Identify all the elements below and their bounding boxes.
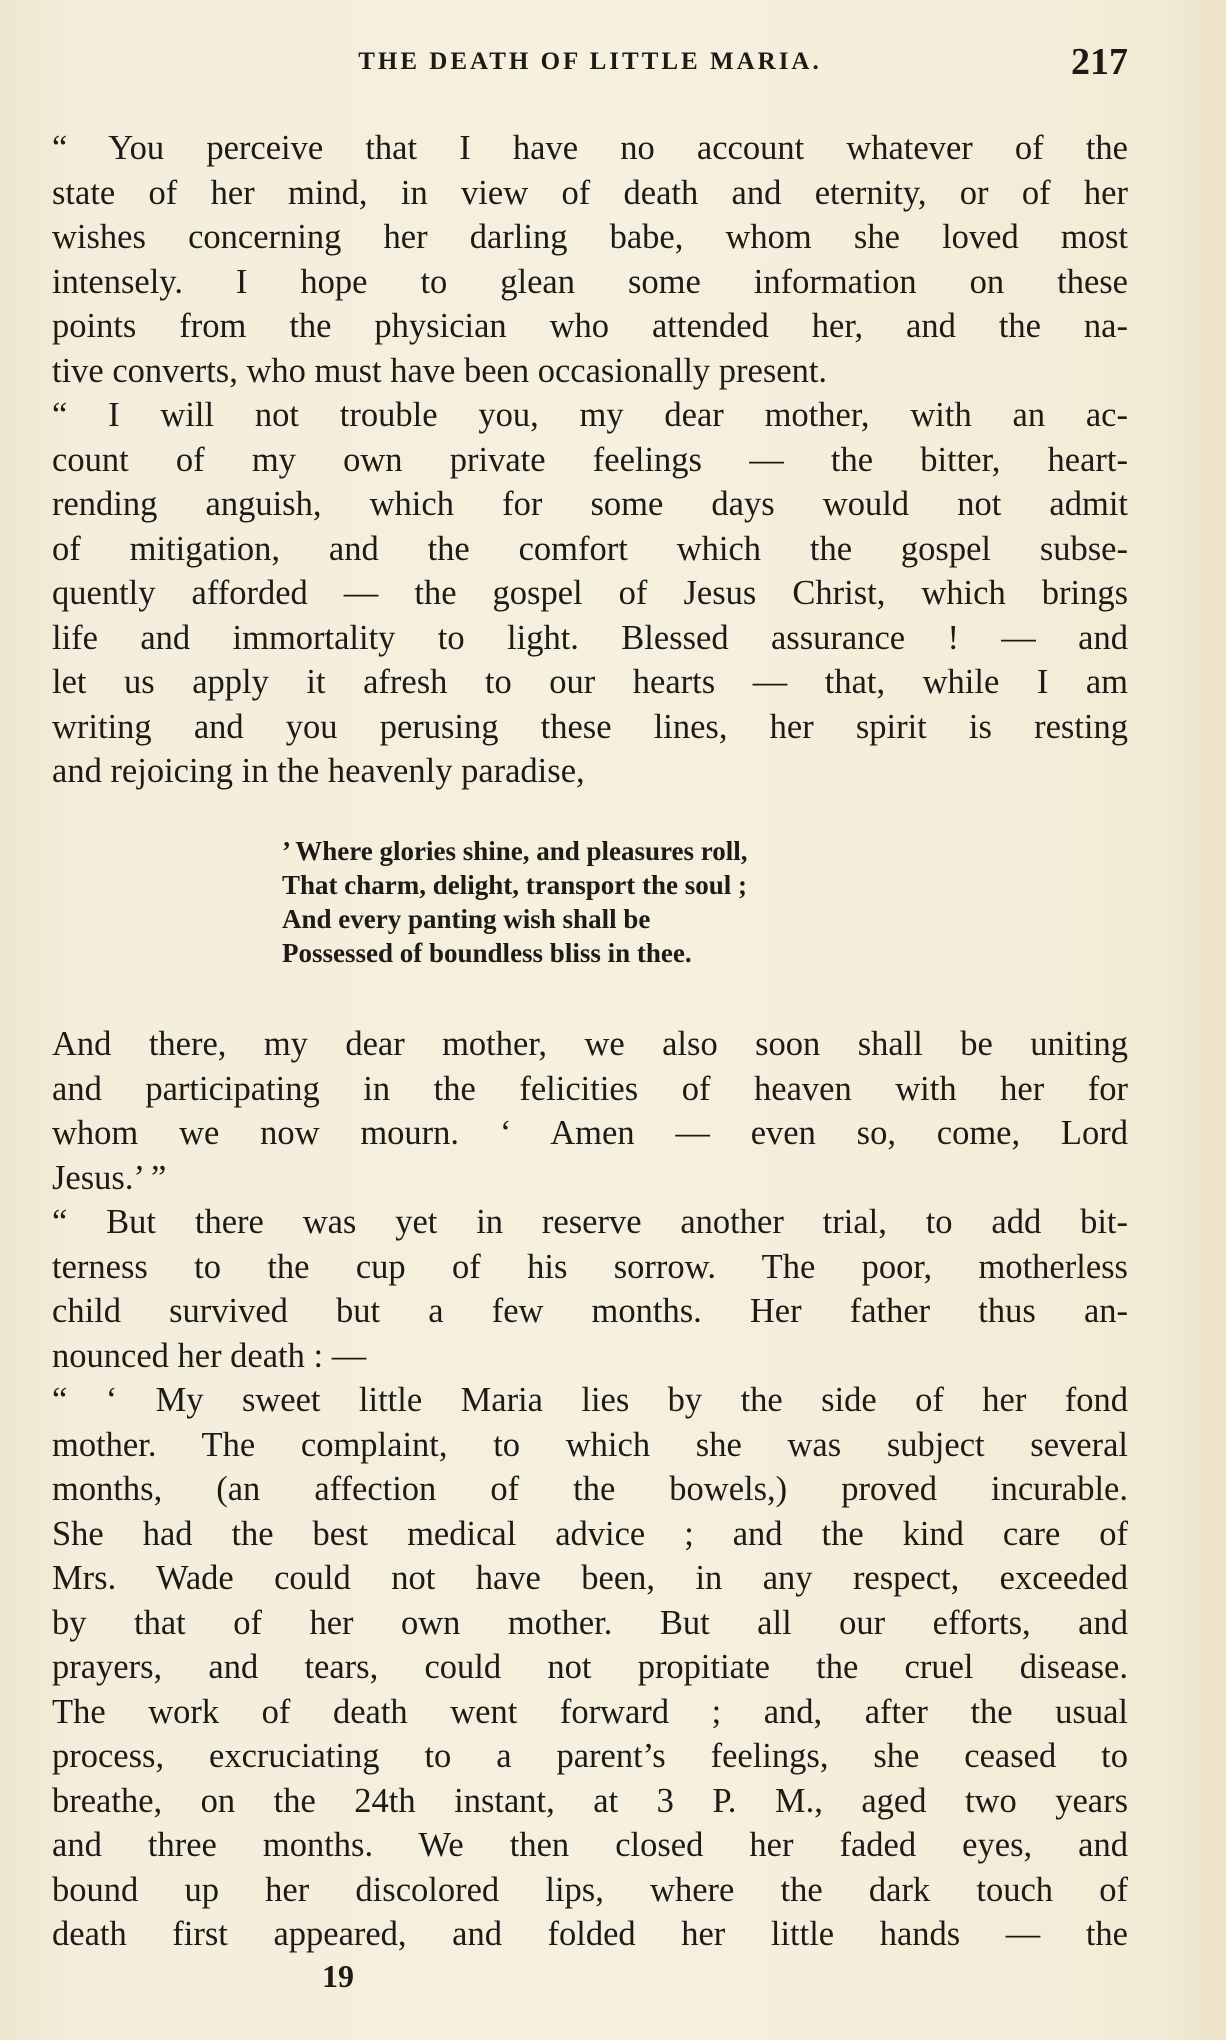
poem-line: That charm, delight, transport the soul ; <box>282 870 747 900</box>
text-line: let us apply it afresh to our hearts — that, while I am <box>52 663 1128 701</box>
text-line: The work of death went forward ; and, after the usual <box>52 1692 1128 1731</box>
poem-quote <box>282 834 922 970</box>
text-line: rending anguish, which for some days would not admit <box>52 485 1128 523</box>
text-line: Jesus.’ ” <box>52 1158 167 1197</box>
text-line: terness to the cup of his sorrow. The poor, motherless <box>52 1247 1128 1286</box>
text-line: and three months. We then closed her faded eyes, and <box>52 1826 1128 1864</box>
text-line: “ You perceive that I have no account whatever of the <box>52 129 1128 167</box>
text-line: quently afforded — the gospel of Jesus Christ, which brings <box>52 574 1128 612</box>
poem-line: And every panting wish shall be <box>282 904 651 934</box>
text-line: prayers, and tears, could not propitiate the cruel disease. <box>52 1648 1128 1686</box>
text-line: Mrs. Wade could not have been, in any respect, exceeded <box>52 1559 1128 1597</box>
text-line: death first appeared, and folded her little hands — the <box>52 1915 1128 1953</box>
text-line: “ But there was yet in reserve another trial, to add bit- <box>52 1203 1128 1241</box>
text-line: state of her mind, in view of death and eternity, or of her <box>52 173 1128 212</box>
page-header <box>52 40 1128 84</box>
text-line: writing and you perusing these lines, her spirit is resting <box>52 707 1128 746</box>
running-head: THE DEATH OF LITTLE MARIA. <box>358 48 822 75</box>
text-line: and participating in the felicities of heaven with her for <box>52 1069 1128 1108</box>
text-line: whom we now mourn. ‘ Amen — even so, come, Lord <box>52 1114 1128 1152</box>
poem-line: ’ Where glories shine, and pleasures roll, <box>282 836 748 866</box>
text-line: points from the physician who attended her, and the na- <box>52 307 1128 345</box>
text-line: intensely. I hope to glean some information on these <box>52 262 1128 301</box>
page-number: 217 <box>1071 41 1128 83</box>
text-line: process, excruciating to a parent’s feelings, she ceased to <box>52 1737 1128 1775</box>
text-line: tive converts, who must have been occasionally present. <box>52 351 828 390</box>
text-line: “ ‘ My sweet little Maria lies by the side of her fond <box>52 1381 1128 1419</box>
text-line: by that of her own mother. But all our efforts, and <box>52 1603 1128 1642</box>
text-line: child survived but a few months. Her father thus an- <box>52 1292 1128 1330</box>
text-line: She had the best medical advice ; and the kind care of <box>52 1514 1128 1553</box>
text-line: “ I will not trouble you, my dear mother, with an ac- <box>52 396 1128 434</box>
body-text-lower <box>52 1022 1128 1957</box>
text-line: count of my own private feelings — the bitter, heart- <box>52 440 1128 479</box>
text-line: life and immortality to light. Blessed assurance ! — and <box>52 618 1128 657</box>
text-line: breathe, on the 24th instant, at 3 P. M., aged two years <box>52 1781 1128 1820</box>
text-line: And there, my dear mother, we also soon shall be uniting <box>52 1025 1128 1063</box>
text-line: nounced her death : — <box>52 1336 367 1375</box>
text-line: mother. The complaint, to which she was subject several <box>52 1425 1128 1464</box>
poem-line: Possessed of boundless bliss in thee. <box>282 938 692 968</box>
body-text-upper <box>52 126 1128 794</box>
text-line: and rejoicing in the heavenly paradise, <box>52 752 585 790</box>
text-line: of mitigation, and the comfort which the gospel subse- <box>52 529 1128 568</box>
signature-mark: 19 <box>322 1958 354 1994</box>
text-line: months, (an affection of the bowels,) proved incurable. <box>52 1470 1128 1508</box>
text-line: wishes concerning her darling babe, whom she loved most <box>52 218 1128 256</box>
text-line: bound up her discolored lips, where the dark touch of <box>52 1870 1128 1909</box>
